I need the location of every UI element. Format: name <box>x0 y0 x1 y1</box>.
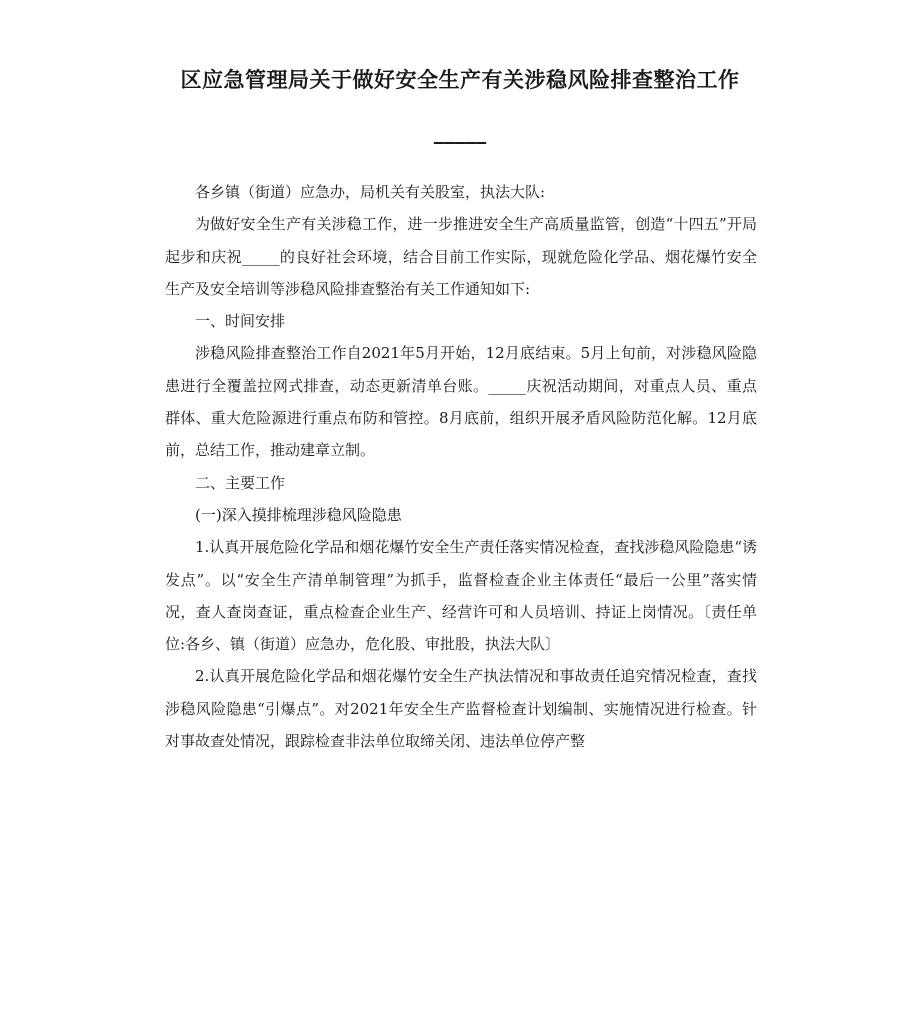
document-title: 区应急管理局关于做好安全生产有关涉稳风险排查整治工作 <box>180 68 740 92</box>
subsection-heading-1: (一)深入摸排梳理涉稳风险隐患 <box>195 505 402 524</box>
schedule-paragraph: 涉稳风险排查整治工作自2021年5月开始，12月底结束。5月上旬前，对涉稳风险隐患进行全覆盖拉网式排查，动态更新清单台账。_____庆祝活动期间，对重点人员、重点群体、重大危险源进行重点布防和管控。8月底前，组织开展矛盾风险防范化解。12月底前，总结工作，推动建章立制。 <box>165 344 757 460</box>
section-heading-main-work: 二、主要工作 <box>195 473 286 492</box>
intro-paragraph: 为做好安全生产有关涉稳工作，进一步推进安全生产高质量监管，创造“十四五”开局起步和庆祝_____的良好社会环境，结合目前工作实际，现就危险化学品、烟花爆竹安全生产及安全培训等涉稳风险排查整治有关工作通知如下: <box>165 215 757 298</box>
document-body <box>165 176 757 757</box>
section-heading-schedule: 一、时间安排 <box>195 312 286 331</box>
work-item-2: 2.认真开展危险化学品和烟花爆竹安全生产执法情况和事故责任追究情况检查，查找涉稳风险隐患“引爆点”。对2021年安全生产监督检查计划编制、实施情况进行检查。针对事故查处情况，跟踪检查非法单位取缔关闭、违法单位停产整 <box>165 667 757 751</box>
document-title-continuation: _____ <box>433 120 487 144</box>
salutation: 各乡镇（街道）应急办，局机关有关股室，执法大队: <box>195 183 546 201</box>
work-item-1: 1.认真开展危险化学品和烟花爆竹安全生产责任落实情况检查，查找涉稳风险隐患“诱发点”。以“安全生产清单制管理”为抓手，监督检查企业主体责任“最后一公里”落实情况，查人查岗查证，重点检查企业生产、经营许可和人员培训、持证上岗情况。〔责任单位:各乡、镇（街道）应急办，危化股、审批股，执法大队〕 <box>165 538 757 654</box>
